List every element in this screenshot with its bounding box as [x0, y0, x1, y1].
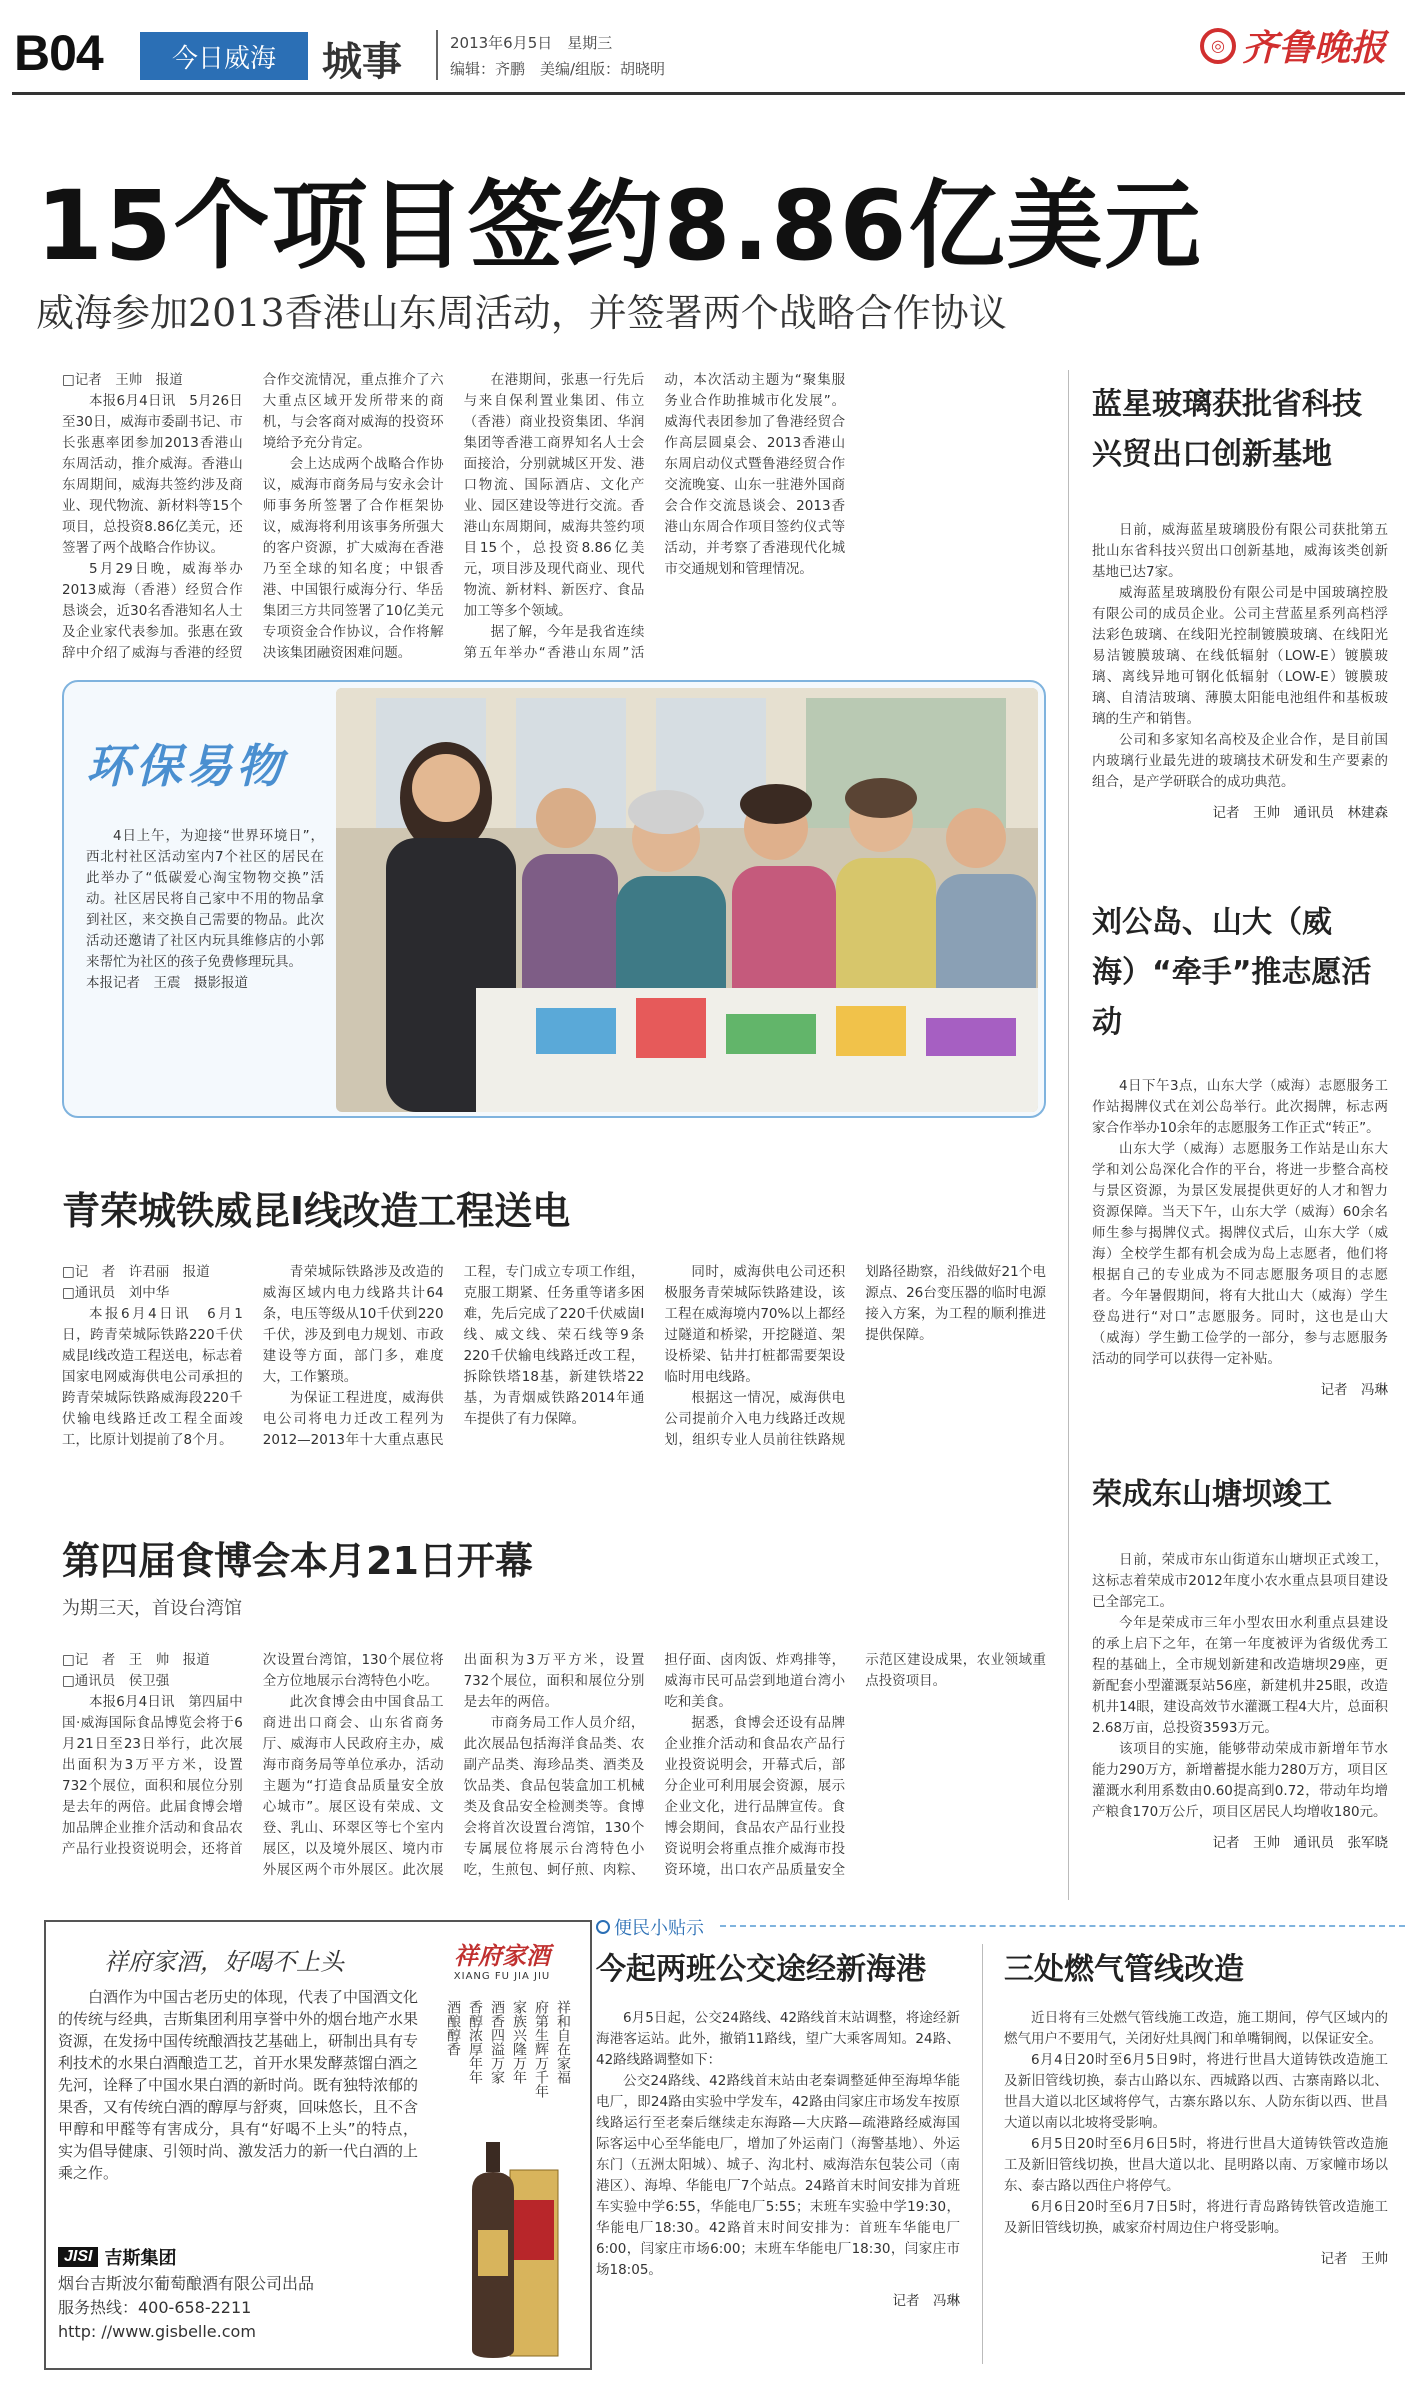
tip-bus	[596, 1944, 960, 2309]
ad-website: http: //www.gisbelle.com	[58, 2322, 256, 2341]
food-para: 市商务局工作人员介绍，此次展品包括海洋食品类、农副产品类、海珍品类、酒类及饮品类、食品包装盒加工机械类及食品安全检测类等。食博会将首次设置台湾馆，130个专属展位将展示台湾特色小吃，生煎包、蚵仔煎、肉粽、担仔面、卤肉饭、炸鸡排等，威海市民可品尝到地道台湾小吃和美食。	[463, 1652, 846, 1878]
section-label: 城事	[322, 39, 402, 85]
gas-para: 6月6日20时至6月7日5时，将进行青岛路铸铁管改造施工及新旧管线切换，戚家夼村周边住户将受影响。	[1004, 2199, 1388, 2236]
glass-byline: 记者 王帅 通讯员 林建森	[1212, 805, 1388, 821]
rail-para: 根据这一情况，威海供电公司提前介入电力线路迁改规划，组织专业人员前往铁路规划路径勘察，沿线做好21个电源点、26台变压器的临时电源接入方案，为工程的顺利推进提供保障。	[664, 1264, 1046, 1448]
tips-divider	[982, 1944, 983, 2364]
bus-body	[596, 2008, 960, 2281]
glass-para: 日前，威海蓝星玻璃股份有限公司获批第五批山东省科技兴贸出口创新基地，威海该类创新基地已达7家。	[1092, 522, 1388, 580]
rail-byline: □记 者 许君丽 报道	[62, 1264, 210, 1280]
ad-verse-line: 府第生辉万千年	[533, 2000, 549, 2098]
glass-headline: 蓝星玻璃获批省科技兴贸出口创新基地	[1092, 387, 1362, 472]
rail-story-volunteer	[1092, 898, 1388, 1398]
rail-story-glass	[1092, 380, 1388, 821]
lead-subhead: 威海参加2013香港山东周活动，并签署两个战略合作协议	[36, 291, 1007, 335]
ad-copy	[58, 1986, 418, 2184]
volunteer-para: 山东大学（威海）志愿服务工作站是山东大学和刘公岛深化合作的平台，将进一步整合高校与景区资源，为景区发展提供更好的人才和智力资源保障。当天下午，山东大学（威海）60余名师生参与揭牌仪式。揭牌仪式后，山东大学（威海）全校学生都有机会成为岛上志愿者，他们将根据自己的专业成为不同志愿服务项目的志愿者。今年暑假期间，将有大批山大（威海）学生登岛进行“对口”志愿服务。同时，这也是山大（威海）学生勤工俭学的一部分，参与志愿服务活动的同学可以获得一定补贴。	[1092, 1141, 1388, 1367]
gas-body	[1004, 2008, 1388, 2239]
lead-para: 据了解，今年是我省连续第五年举办“香港山东周”活动，本次活动主题为“聚集服务业合作助推城市化发展”。威海代表团参加了鲁港经贸合作高层圆桌会、2013香港山东周启动仪式暨鲁港经贸合作交流晚宴、山东一驻港外国商会合作交流恳谈会、2013香港山东周合作项目签约仪式等活动，并考察了香港现代化城市交通规划和管理情况。	[463, 372, 846, 661]
gas-byline: 记者 王帅	[1320, 2251, 1388, 2267]
food-headline: 第四届食博会本月21日开幕	[62, 1539, 533, 1583]
food-body	[62, 1650, 1046, 1884]
glass-para: 威海蓝星玻璃股份有限公司是中国玻璃控股有限公司的成员企业。公司主营蓝星系列高档浮法彩色玻璃、在线阳光控制镀膜玻璃、在线阳光易洁镀膜玻璃、在线低辐射（LOW-E）镀膜玻璃、离线异地可钢化低辐射（LOW-E）镀膜玻璃、自清洁玻璃、薄膜太阳能电池组件和基板玻璃的生产和销售。	[1092, 585, 1388, 727]
volunteer-byline: 记者 冯琳	[1320, 1382, 1388, 1398]
photo-feature-title: 环保易物	[86, 739, 286, 793]
ad-paragraph: 白酒作为中国古老历史的体现，代表了中国酒文化的传统与经典，吉斯集团利用享誉中外的烟台地产水果资源，在发扬中国传统酿酒技艺基础上，研制出具有专利技术的水果白酒酿造工艺，首开水果发酵蒸馏白酒之先河，诠释了中国水果白酒的新时尚。既有独特浓郁的果香，又有传统白酒的醇厚与舒爽，回味悠长，且不含甲醇和甲醛等有害成分，具有“好喝不上头”的特点，实为倡导健康、引领时尚、激发活力的新一代白酒的上乘之作。	[58, 1988, 419, 2182]
ad-company: 烟台吉斯波尔葡萄酿酒有限公司出品	[58, 2274, 315, 2293]
rail-body	[62, 1262, 1046, 1462]
glass-para: 公司和多家知名高校及企业合作，是目前国内玻璃行业最先进的玻璃技术研发和生产要素的组合，是产学研联合的成功典范。	[1092, 732, 1388, 790]
jisi-logo-mark: JISI	[58, 2247, 98, 2267]
event-photo	[336, 688, 1038, 1112]
staff-line: 编辑：齐鹏 美编/组版：胡晓明	[450, 60, 666, 78]
dam-body	[1092, 1550, 1388, 1823]
glass-body	[1092, 520, 1388, 793]
event-photo-illustration	[336, 688, 1038, 1112]
tips-bullet-icon	[596, 1920, 610, 1934]
food-para: 本报6月4日讯 第四届中国·威海国际食品博览会将于6月21日至23日举行，此次展出面积为3万平方米，设置732个展位，面积和展位分别是去年的两倍。此届食博会增加品牌企业推介活动和食品农产品行业投资说明会，还将首次设置台湾馆，130个展位将全方位地展示台湾特色小吃。	[62, 1652, 444, 1857]
food-para: 此次食博会由中国食品工商进出口商会、山东省商务厅、威海市人民政府主办，威海市商务局等单位承办，活动主题为“打造食品质量安全放心城市”。展区设有荣成、文登、乳山、环翠区等七个室内展区，以及境外展区、境内市外展区两个市外展区。此次展出面积为3万平方米，设置732个展位，面积和展位分别是去年的两倍。	[262, 1652, 645, 1878]
brand-name: 齐鲁晚报	[1242, 27, 1387, 69]
food-para: 据悉，食博会还设有品牌企业推介活动和食品农产品行业投资说明会，开幕式后，部分企业可利用展会资源，展示企业文化，进行品牌宣传。食博会期间，食品农产品行业投资说明会将重点推介威海市投资环境，出口农产品质量安全示范区建设成果，农业领域重点投资项目。	[664, 1652, 1046, 1878]
date-line: 2013年6月5日 星期三	[450, 34, 613, 52]
dam-para: 日前，荣成市东山街道东山塘坝正式竣工，这标志着荣成市2012年度小农水重点县项目建设已全部完工。	[1092, 1552, 1388, 1610]
lead-para: 5月29日晚，威海举办2013威海（香港）经贸合作恳谈会，近30名香港知名人士及企业家代表参加。张惠在致辞中介绍了威海与香港的经贸合作交流情况，重点推介了六大重点区域开发所带来的商机，与会客商对威海的投资环境给予充分肯定。	[62, 372, 444, 661]
rail-para: 同时，威海供电公司还积极服务青荣城际铁路建设，该工程在威海境内70%以上都经过隧道和桥梁，开挖隧道、架设桥梁、钻井打桩都需要架设临时用电线路。	[664, 1264, 846, 1385]
lead-text	[62, 370, 1046, 666]
dam-para: 今年是荣成市三年小型农田水利重点县建设的承上启下之年，在第一年度被评为省级优秀工程的基础上，全市规划新建和改造塘坝29座，更新配套小型灌溉泵站56座，新建机井25眼，改造机井14眼，建设高效节水灌溉工程4大片，总面积2.68万亩，总投资3593万元。	[1092, 1615, 1388, 1736]
right-rail-divider	[1068, 370, 1069, 1900]
edition-label: 今日威海	[140, 32, 308, 80]
ad-company-logo	[58, 2244, 176, 2270]
page-number: B04	[14, 25, 103, 81]
rail-headline: 青荣城铁威昆Ⅰ线改造工程送电	[62, 1189, 571, 1233]
dam-headline: 荣成东山塘坝竣工	[1092, 1477, 1332, 1512]
header-rule	[12, 92, 1405, 95]
volunteer-para: 4日下午3点，山东大学（威海）志愿服务工作站揭牌仪式在刘公岛举行。此次揭牌，标志两家合作举办10余年的志愿服务工作正式“转正”。	[1092, 1078, 1388, 1136]
ad-brand-name: 祥府家酒	[454, 1942, 550, 1970]
food-subhead: 为期三天，首设台湾馆	[62, 1598, 242, 1619]
tip-gas	[1004, 1944, 1388, 2267]
bus-headline: 今起两班公交途经新海港	[596, 1952, 926, 1987]
ad-verse-line: 酒酿醇香	[445, 2000, 461, 2056]
rail-story-dam	[1092, 1470, 1388, 1851]
rail-para: 本报6月4日讯 6月1日，跨青荣城际铁路220千伏威昆Ⅰ线改造工程送电，标志着国家电网威海供电公司承担的跨青荣城际铁路威海段220千伏输电线路迁改工程全面竣工，比原计划提前了8个月。	[62, 1306, 243, 1448]
gas-para: 近日将有三处燃气管线施工改造，施工期间，停气区域内的燃气用户不要用气，关闭好灶具阀门和单嘴铜阀，以保证安全。	[1004, 2010, 1388, 2047]
ad-verse-line: 祥和自在家福	[555, 2000, 571, 2084]
ad-verse-line: 酒香四溢万家	[489, 2000, 505, 2084]
gas-para: 6月5日20时至6月6日5时，将进行世昌大道铸铁管改造施工及新旧管线切换，世昌大道以北、昆明路以南、万家幢市场以东、泰古路以西住户将停气。	[1004, 2136, 1388, 2194]
lead-para: 会上达成两个战略合作协议，威海市商务局与安永会计师事务所签署了合作框架协议，威海将利用该事务所强大的客户资源，扩大威海在香港乃至全球的知名度；中银香港、中国银行威海分行、华岳集团三方共同签署了10亿美元专项资金合作协议，合作将解决该集团融资困难问题。	[262, 456, 444, 661]
lead-para: 在港期间，张惠一行先后与来自保利置业集团、伟立（香港）商业投资集团、华润集团等香港工商界知名人士会面接洽，分别就城区开发、港口物流、国际酒店、文化产业、园区建设等进行交流。香港山东周期间，威海共签约项目15个，总投资8.86亿美元，项目涉及现代商业、现代物流、新材料、新医疗、食品加工等多个领域。	[463, 372, 645, 619]
bus-para: 公交24路线、42路线首末站由老秦调整延伸至海埠华能电厂，即24路由实验中学发车，42路由闫家庄市场发车按原线路运行至老秦后继续走东海路—大庆路—疏港路经威海国际客运中心至华能电厂，增加了外运南门（海警基地）、外运东门（五洲太阳城）、城子、沟北村、威海浩东包装公司（南港区）、海埠、华能电厂7个站点。24路首末时间安排为首班车实验中学6:55，华能电厂5:55；末班车实验中学19:30，华能电厂18:30。42路首末时间安排为：首班车华能电厂6:00，闫家庄市场6:00；末班车华能电厂18:30，闫家庄市场18:05。	[596, 2073, 960, 2278]
rail-text	[62, 1262, 1046, 1462]
photo-caption-text: 4日上午，为迎接“世界环境日”，西北村社区活动室内7个社区的居民在此举办了“低碳爱心淘宝物物交换”活动。社区居民将自己家中不用的物品拿到社区，来交换自己需要的物品。此次活动还邀请了社区内玩具维修店的小郭来帮忙为社区的孩子免费修理玩具。	[86, 828, 324, 970]
food-byline: □通讯员 侯卫强	[62, 1673, 170, 1689]
liquor-bottle-icon	[452, 2130, 562, 2360]
tips-tag	[596, 1914, 704, 1940]
ad-hotline: 服务热线：400-658-2211	[58, 2298, 252, 2317]
rail-byline: □通讯员 刘中华	[62, 1285, 170, 1301]
rail-para: 青荣城际铁路涉及改造的威海区域内电力线路共计64条，电压等级从10千伏到220千伏，涉及到电力规划、市政建设等方面，部门多，难度大，工作繁琐。	[262, 1264, 444, 1385]
gas-headline: 三处燃气管线改造	[1004, 1952, 1244, 1987]
food-byline: □记 者 王 帅 报道	[62, 1652, 210, 1668]
header-meta	[450, 30, 665, 82]
lead-para: 本报6月4日讯 5月26日至30日，威海市委副书记、市长张惠率团参加2013香港山东周活动，推介威海。香港山东周期间，威海共签约涉及商业、现代物流、新材料等15个项目，总投资8.86亿美元，还签署了两个战略合作协议。	[62, 393, 243, 556]
newspaper-brand	[1200, 20, 1386, 71]
photo-credit: 本报记者 王震 摄影报道	[86, 975, 248, 991]
tips-rule	[720, 1925, 1405, 1927]
volunteer-body	[1092, 1076, 1388, 1370]
ad-verse-line: 家族兴隆万年	[511, 2000, 527, 2084]
tips-tag-label: 便民小贴示	[614, 1918, 704, 1939]
ad-brand-block	[442, 1936, 562, 1982]
header-divider	[436, 30, 438, 80]
ad-contact	[58, 2272, 314, 2344]
dam-byline: 记者 王帅 通讯员 张军晓	[1212, 1835, 1388, 1851]
ad-brand-pinyin: XIANG FU JIA JIU	[453, 1971, 551, 1982]
lead-byline: □记者 王帅 报道	[62, 372, 183, 388]
lead-headline: 15个项目签约8.86亿美元	[36, 170, 1203, 282]
ad-logo-name: 吉斯集团	[104, 2248, 177, 2269]
ad-slogan: 祥府家酒，好喝不上头	[104, 1948, 344, 1976]
lead-body	[62, 370, 1046, 666]
dam-para: 该项目的实施，能够带动荣成市新增年节水能力290万方，新增蓄提水能力280万方，项目区灌溉水利用系数由0.60提高到0.72，带动年均增产粮食170万公斤，项目区居民人均增收180元。	[1092, 1741, 1388, 1820]
bus-byline: 记者 冯琳	[892, 2293, 960, 2309]
volunteer-headline: 刘公岛、山大（威海）“牵手”推志愿活动	[1092, 905, 1372, 1040]
ad-bottle-illustration	[452, 2130, 562, 2360]
brand-logo-icon: ◎	[1200, 28, 1236, 64]
ad-verse	[436, 2000, 572, 2120]
rail-para: 为保证工程进度，威海供电公司将电力迁改工程列为2012—2013年十大重点惠民工程，专门成立专项工作组，克服工期紧、任务重等诸多困难，先后完成了220千伏威崮Ⅰ线、威文线、荣石线等9条220千伏输电线路迁改工程，拆除铁塔18基，新建铁塔22基，为青烟威铁路2014年通车提供了有力保障。	[262, 1264, 645, 1448]
bus-para: 6月5日起，公交24路线、42路线首末站调整，将途经新海港客运站。此外，撤销11路线，望广大乘客周知。24路、42路线路调整如下：	[596, 2010, 960, 2068]
ad-verse-line: 香醇浓厚年年	[467, 2000, 483, 2084]
gas-para: 6月4日20时至6月5日9时，将进行世昌大道铸铁改造施工及新旧管线切换，泰古山路以东、西城路以西、古寨南路以北、世昌大道以北区域将停气，古寨东路以东、人防东街以西、世昌大道以南以北坡将受影响。	[1004, 2052, 1388, 2131]
photo-caption	[86, 826, 324, 994]
food-text	[62, 1650, 1046, 1884]
